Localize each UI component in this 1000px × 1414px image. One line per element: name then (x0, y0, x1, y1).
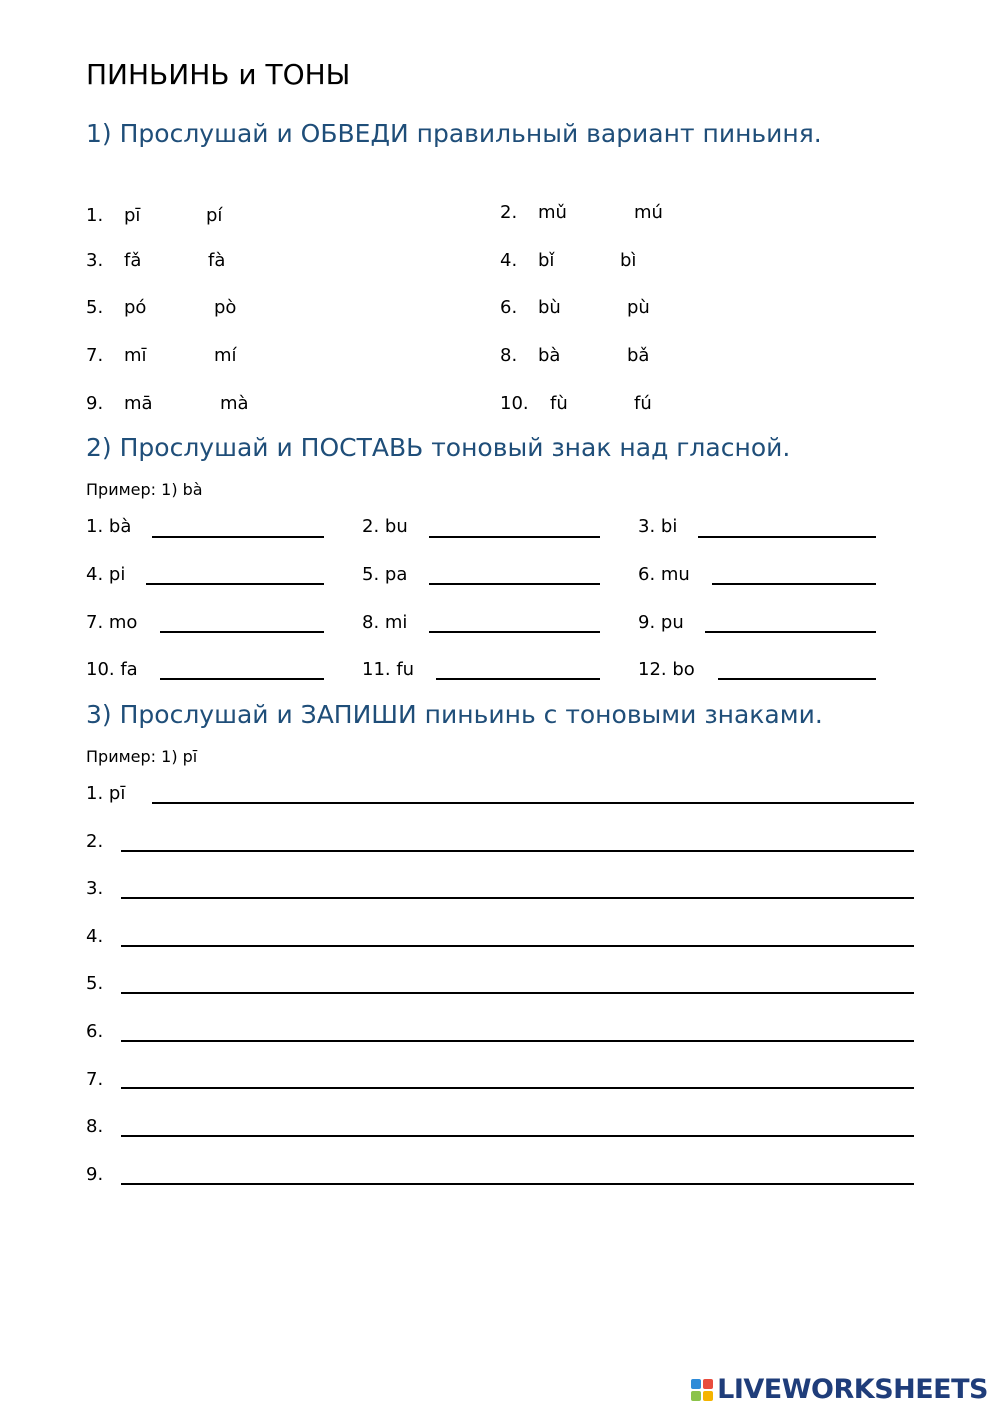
s1-item-num: 3. (86, 250, 104, 271)
s3-answer-line[interactable] (121, 945, 914, 947)
s3-answer-line[interactable] (121, 1087, 914, 1089)
s2-answer-line[interactable] (705, 631, 876, 633)
logo-mark-icon (691, 1379, 713, 1401)
s3-item-label: 1. pī (86, 783, 126, 804)
s2-item-label: 10. fa (86, 659, 138, 680)
s2-item-label: 9. pu (638, 612, 684, 633)
s3-item-label: 4. (86, 926, 104, 947)
liveworksheets-logo (691, 1374, 988, 1405)
s3-answer-line[interactable] (121, 992, 914, 994)
s3-answer-line[interactable] (121, 1135, 914, 1137)
s2-answer-line[interactable] (718, 678, 876, 680)
s3-answer-line[interactable] (121, 1040, 914, 1042)
s1-option-b[interactable]: bǎ (627, 345, 650, 366)
s1-item-num: 6. (500, 297, 518, 318)
s2-answer-line[interactable] (429, 536, 600, 538)
s1-option-a[interactable]: bù (538, 297, 561, 318)
logo-square (691, 1379, 701, 1389)
s3-item-label: 2. (86, 831, 104, 852)
s3-item-label: 9. (86, 1164, 104, 1185)
logo-square (691, 1391, 701, 1401)
s2-answer-line[interactable] (429, 631, 600, 633)
s2-item-label: 4. pi (86, 564, 126, 585)
page-title: ПИНЬИНЬ и ТОНЫ (86, 58, 351, 91)
s1-option-b[interactable]: pò (214, 297, 237, 318)
s3-answer-line[interactable] (121, 850, 914, 852)
s3-answer-line[interactable] (121, 897, 914, 899)
s2-item-label: 12. bo (638, 659, 695, 680)
s3-item-label: 8. (86, 1116, 104, 1137)
s3-answer-line[interactable] (152, 802, 914, 804)
s1-option-b[interactable]: mú (634, 202, 663, 223)
s1-option-b[interactable]: bì (620, 250, 637, 271)
s2-answer-line[interactable] (152, 536, 324, 538)
s1-option-a[interactable]: fù (550, 393, 568, 414)
s1-item-num: 4. (500, 250, 518, 271)
s2-item-label: 7. mo (86, 612, 138, 633)
logo-square (703, 1379, 713, 1389)
s2-answer-line[interactable] (436, 678, 600, 680)
s1-option-a[interactable]: bà (538, 345, 561, 366)
s1-option-a[interactable]: pī (124, 205, 141, 226)
s2-item-label: 6. mu (638, 564, 690, 585)
s1-option-a[interactable]: bǐ (538, 250, 555, 271)
s3-item-label: 7. (86, 1069, 104, 1090)
s1-option-b[interactable]: mà (220, 393, 249, 414)
s1-item-num: 2. (500, 202, 518, 223)
s1-item-num: 1. (86, 205, 104, 226)
s1-item-num: 5. (86, 297, 104, 318)
s1-option-a[interactable]: fǎ (124, 250, 142, 271)
section2-example: Пример: 1) bà (86, 480, 203, 499)
s2-item-label: 1. bà (86, 516, 132, 537)
s1-option-b[interactable]: fà (208, 250, 226, 271)
s1-option-a[interactable]: mī (124, 345, 147, 366)
s1-option-a[interactable]: pó (124, 297, 147, 318)
s2-item-label: 5. pa (362, 564, 408, 585)
s1-item-num: 9. (86, 393, 104, 414)
s2-answer-line[interactable] (160, 631, 324, 633)
s2-answer-line[interactable] (146, 583, 324, 585)
s1-item-num: 8. (500, 345, 518, 366)
s1-option-b[interactable]: pí (206, 205, 223, 226)
section3-heading: 3) Прослушай и ЗАПИШИ пиньинь с тоновыми знаками. (86, 700, 823, 729)
s3-item-label: 6. (86, 1021, 104, 1042)
s2-item-label: 11. fu (362, 659, 415, 680)
section2-heading: 2) Прослушай и ПОСТАВЬ тоновый знак над гласной. (86, 433, 791, 462)
s3-answer-line[interactable] (121, 1183, 914, 1185)
section1-heading: 1) Прослушай и ОБВЕДИ правильный вариант пиньиня. (86, 119, 822, 148)
section3-example: Пример: 1) pī (86, 747, 198, 766)
s1-item-num: 7. (86, 345, 104, 366)
s1-option-a[interactable]: mā (124, 393, 153, 414)
s2-answer-line[interactable] (712, 583, 876, 585)
s1-option-b[interactable]: mí (214, 345, 237, 366)
s3-item-label: 5. (86, 973, 104, 994)
s2-answer-line[interactable] (429, 583, 600, 585)
s2-answer-line[interactable] (160, 678, 324, 680)
s1-option-a[interactable]: mǔ (538, 202, 567, 223)
s1-option-b[interactable]: fú (634, 393, 652, 414)
s1-option-b[interactable]: pù (627, 297, 650, 318)
s2-answer-line[interactable] (698, 536, 876, 538)
logo-text: LIVEWORKSHEETS (717, 1374, 988, 1405)
s2-item-label: 3. bi (638, 516, 678, 537)
s2-item-label: 8. mi (362, 612, 408, 633)
s1-item-num: 10. (500, 393, 529, 414)
s3-item-label: 3. (86, 878, 104, 899)
logo-square (703, 1391, 713, 1401)
s2-item-label: 2. bu (362, 516, 408, 537)
